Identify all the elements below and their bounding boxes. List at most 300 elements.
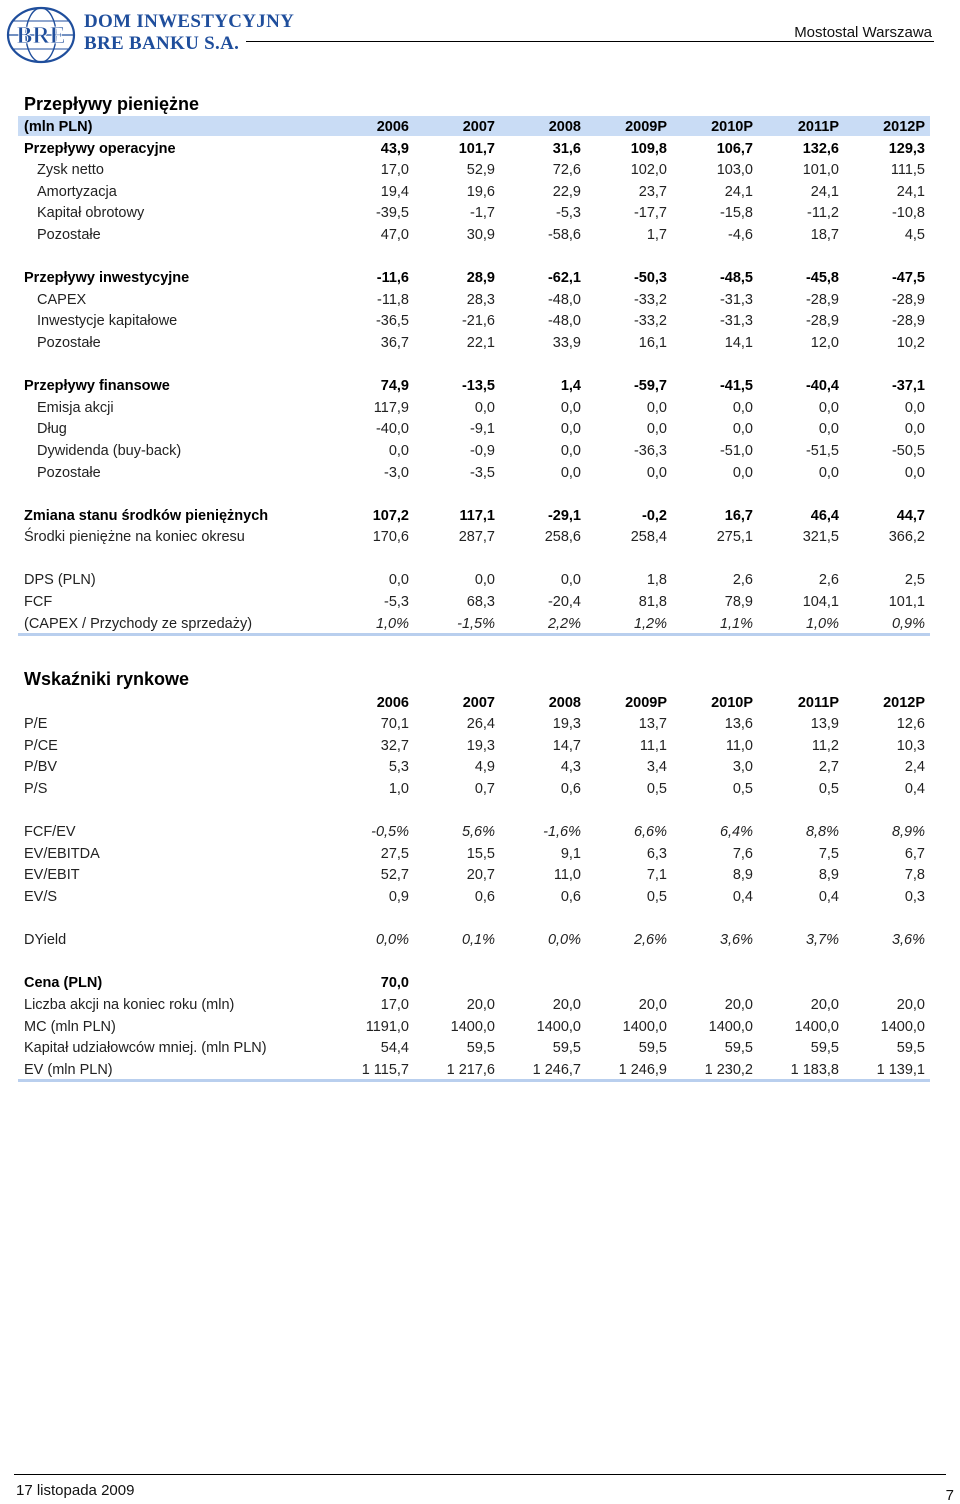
value-cell: -31,3: [719, 291, 753, 308]
row-label: DPS (PLN): [24, 572, 96, 589]
value-cell: 1,4: [560, 378, 581, 395]
table-row: [18, 992, 930, 1014]
value-cell: 3,7%: [805, 932, 839, 949]
value-cell: 59,5: [552, 1040, 581, 1057]
spacer-row: [18, 352, 930, 374]
value-cell: 1 246,9: [586, 1057, 672, 1080]
row-label: Emisja akcji: [37, 399, 114, 416]
value-cell: 59,5: [466, 1040, 495, 1057]
table-row: [18, 589, 930, 611]
value-cell: 0,9: [388, 888, 409, 905]
value-cell: 7,5: [818, 845, 839, 862]
value-cell: 0,0: [732, 421, 753, 438]
table-row: [18, 928, 930, 950]
brand-name: [84, 12, 294, 54]
value-cell: 47,0: [380, 226, 409, 243]
value-cell: 258,4: [630, 529, 667, 546]
market-title: Wskaźniki rynkowe: [24, 669, 190, 689]
value-cell: 0,0: [646, 421, 667, 438]
table-row: [18, 1014, 930, 1036]
value-cell: 11,2: [811, 737, 839, 754]
table-row: [18, 841, 930, 863]
value-cell: 7,8: [904, 867, 925, 884]
row-label: P/BV: [24, 759, 58, 776]
value-cell: 6,7: [904, 845, 925, 862]
row-label: EV/EBITDA: [24, 845, 100, 862]
value-cell: 1 139,1: [844, 1057, 930, 1080]
table-row: [18, 884, 930, 906]
row-label: Inwestycje kapitałowe: [37, 313, 178, 330]
value-cell: 0,0: [560, 442, 581, 459]
value-cell: 1,8: [646, 572, 667, 589]
value-cell: 0,0: [474, 399, 495, 416]
value-cell: 19,3: [466, 737, 495, 754]
table-row: [18, 222, 930, 244]
year-header: 2011P: [758, 116, 844, 136]
spacer-row: [18, 244, 930, 266]
value-cell: 12,0: [810, 334, 839, 351]
value-cell: 4,5: [904, 226, 925, 243]
value-cell: -45,8: [805, 270, 839, 287]
value-cell: 16,1: [638, 334, 667, 351]
value-cell: 20,0: [724, 996, 753, 1013]
value-cell: -11,6: [376, 270, 409, 287]
spacer-row: [18, 546, 930, 568]
year-header: 2012P: [844, 116, 930, 136]
value-cell: 132,6: [802, 140, 839, 157]
value-cell: 0,0%: [375, 932, 409, 949]
value-cell: [586, 971, 672, 993]
table-row: [18, 201, 930, 223]
row-label: Kapitał udziałowców mniej. (mln PLN): [24, 1040, 267, 1057]
value-cell: 8,8%: [805, 824, 839, 841]
value-cell: 102,0: [630, 162, 667, 179]
value-cell: -0,5%: [371, 824, 409, 841]
value-cell: 52,9: [466, 162, 495, 179]
value-cell: -5,3: [556, 205, 581, 222]
table-row: [18, 503, 930, 525]
value-cell: 20,7: [466, 867, 495, 884]
value-cell: 0,3: [904, 888, 925, 905]
value-cell: 17,0: [380, 996, 409, 1013]
value-cell: -37,1: [891, 378, 925, 395]
value-cell: -1,6%: [543, 824, 581, 841]
value-cell: 13,7: [638, 716, 667, 733]
value-cell: 19,6: [466, 183, 495, 200]
value-cell: 20,0: [552, 996, 581, 1013]
value-cell: 3,4: [646, 759, 667, 776]
value-cell: 275,1: [716, 529, 753, 546]
brand-line-2: BRE BANKU S.A.: [84, 32, 240, 54]
value-cell: 10,2: [896, 334, 925, 351]
value-cell: -28,9: [891, 313, 925, 330]
value-cell: 68,3: [466, 594, 495, 611]
row-label: FCF/EV: [24, 824, 76, 841]
table-row: [18, 568, 930, 590]
table-row: [18, 755, 930, 777]
bre-logo: [6, 6, 76, 64]
row-label: Przepływy operacyjne: [24, 140, 176, 157]
table-row: [18, 1036, 930, 1058]
value-cell: 2,2%: [500, 611, 586, 634]
row-label: Pozostałe: [37, 464, 101, 481]
value-cell: 0,0: [818, 464, 839, 481]
logo-text: BRE: [16, 23, 66, 49]
value-cell: 28,3: [466, 291, 495, 308]
value-cell: 2,6: [818, 572, 839, 589]
row-label: Pozostałe: [37, 226, 101, 243]
table-row: [18, 863, 930, 885]
value-cell: 12,6: [896, 716, 925, 733]
value-cell: -62,1: [547, 270, 581, 287]
spacer-row: [18, 906, 930, 928]
row-label: Dług: [37, 421, 67, 438]
table-row: [18, 395, 930, 417]
value-cell: -11,8: [377, 291, 409, 308]
value-cell: 2,6%: [633, 932, 667, 949]
value-cell: -48,0: [547, 313, 581, 330]
cashflow-header-row: [18, 116, 930, 136]
value-cell: 101,1: [888, 594, 925, 611]
year-header: 2007: [462, 694, 495, 711]
cashflow-title: Przepływy pieniężne: [24, 94, 200, 114]
value-cell: 0,0: [732, 464, 753, 481]
table-row: [18, 158, 930, 180]
value-cell: -31,3: [719, 313, 753, 330]
value-cell: 321,5: [802, 529, 839, 546]
value-cell: 0,0: [388, 572, 409, 589]
value-cell: -40,4: [805, 378, 839, 395]
value-cell: 20,0: [810, 996, 839, 1013]
value-cell: 1400,0: [622, 1018, 667, 1035]
row-label: Liczba akcji na koniec roku (mln): [24, 996, 235, 1013]
row-label: Cena (PLN): [24, 975, 103, 992]
value-cell: 8,9: [818, 867, 839, 884]
value-cell: -40,0: [375, 421, 409, 438]
value-cell: 104,1: [802, 594, 839, 611]
value-cell: -10,8: [891, 205, 925, 222]
value-cell: 0,1%: [461, 932, 495, 949]
value-cell: 31,6: [552, 140, 581, 157]
table-row: [18, 1057, 930, 1080]
value-cell: 2,4: [904, 759, 925, 776]
table-row: [18, 971, 930, 993]
value-cell: 4,3: [560, 759, 581, 776]
value-cell: 24,1: [810, 183, 839, 200]
value-cell: 70,0: [380, 975, 409, 992]
value-cell: 11,0: [553, 867, 581, 884]
header-divider: [246, 41, 934, 42]
table-row: [18, 712, 930, 734]
value-cell: 0,6: [474, 888, 495, 905]
value-cell: 5,6%: [461, 824, 495, 841]
value-cell: 13,6: [724, 716, 753, 733]
value-cell: 2,5: [904, 572, 925, 589]
value-cell: 6,6%: [633, 824, 667, 841]
value-cell: 10,3: [896, 737, 925, 754]
value-cell: 59,5: [810, 1040, 839, 1057]
spacer-row: [18, 798, 930, 820]
table-row: [18, 438, 930, 460]
table-row: [18, 136, 930, 158]
year-header: 2009P: [625, 694, 667, 711]
value-cell: 24,1: [896, 183, 925, 200]
spacer-row: [18, 482, 930, 504]
value-cell: 3,6%: [891, 932, 925, 949]
table-row: [18, 266, 930, 288]
value-cell: 6,3: [646, 845, 667, 862]
value-cell: 59,5: [896, 1040, 925, 1057]
value-cell: -36,3: [633, 442, 667, 459]
value-cell: 59,5: [724, 1040, 753, 1057]
value-cell: 1,2%: [586, 611, 672, 634]
value-cell: 8,9%: [891, 824, 925, 841]
row-label: (CAPEX / Przychody ze sprzedaży): [18, 611, 328, 634]
value-cell: -50,3: [633, 270, 667, 287]
table-row: [18, 179, 930, 201]
value-cell: 16,7: [724, 507, 753, 524]
value-cell: 0,0: [818, 399, 839, 416]
value-cell: 33,9: [552, 334, 581, 351]
value-cell: 1 246,7: [500, 1057, 586, 1080]
spacer-cell: [18, 798, 930, 820]
row-label: P/CE: [24, 737, 58, 754]
value-cell: 0,0: [474, 572, 495, 589]
value-cell: 0,5: [646, 888, 667, 905]
value-cell: -47,5: [891, 270, 925, 287]
value-cell: 13,9: [810, 716, 839, 733]
table-row: [18, 287, 930, 309]
value-cell: -36,5: [375, 313, 409, 330]
value-cell: 30,9: [466, 226, 495, 243]
spacer-row: [18, 949, 930, 971]
value-cell: 1,0%: [328, 611, 414, 634]
value-cell: -33,2: [633, 291, 667, 308]
row-label: EV (mln PLN): [18, 1057, 328, 1080]
value-cell: 2,7: [818, 759, 839, 776]
value-cell: 258,6: [544, 529, 581, 546]
value-cell: 8,9: [732, 867, 753, 884]
row-label: Środki pieniężne na koniec okresu: [24, 529, 245, 546]
value-cell: [672, 971, 758, 993]
value-cell: 103,0: [716, 162, 753, 179]
value-cell: 1 230,2: [672, 1057, 758, 1080]
value-cell: 36,7: [380, 334, 409, 351]
value-cell: 1 115,7: [328, 1057, 414, 1080]
value-cell: 0,0: [646, 464, 667, 481]
value-cell: -20,4: [547, 594, 581, 611]
row-label: P/E: [24, 716, 48, 733]
value-cell: 0,4: [732, 888, 753, 905]
table-row: [18, 309, 930, 331]
value-cell: [758, 971, 844, 993]
value-cell: -41,5: [719, 378, 753, 395]
row-label: Dywidenda (buy-back): [37, 442, 182, 459]
value-cell: 18,7: [810, 226, 839, 243]
value-cell: 26,4: [466, 716, 495, 733]
value-cell: 20,0: [638, 996, 667, 1013]
value-cell: 7,1: [646, 867, 667, 884]
table-row: [18, 525, 930, 547]
value-cell: -1,5%: [414, 611, 500, 634]
value-cell: 0,0: [560, 421, 581, 438]
value-cell: 117,1: [459, 507, 495, 524]
market-table: [18, 690, 930, 1082]
value-cell: 1400,0: [794, 1018, 839, 1035]
row-label: Amortyzacja: [37, 183, 117, 200]
value-cell: 81,8: [638, 594, 667, 611]
brand-line-1: DOM INWESTYCYJNY: [84, 11, 295, 32]
market-header-row: [18, 690, 930, 712]
spacer-cell: [18, 949, 930, 971]
value-cell: 0,0: [560, 399, 581, 416]
value-cell: -11,2: [807, 205, 839, 222]
value-cell: -28,9: [805, 291, 839, 308]
value-cell: 0,0: [732, 399, 753, 416]
value-cell: 0,0: [646, 399, 667, 416]
value-cell: 0,6: [560, 780, 581, 797]
spacer-cell: [18, 352, 930, 374]
value-cell: 24,1: [724, 183, 753, 200]
value-cell: 1,1%: [672, 611, 758, 634]
value-cell: 3,6%: [719, 932, 753, 949]
footer-divider: [14, 1474, 946, 1475]
table-row: [18, 820, 930, 842]
row-label: EV/S: [24, 888, 58, 905]
value-cell: -48,5: [719, 270, 753, 287]
value-cell: -3,5: [470, 464, 495, 481]
row-label: MC (mln PLN): [24, 1018, 116, 1035]
value-cell: 287,7: [458, 529, 495, 546]
footer-date: 17 listopada 2009: [16, 1482, 135, 1499]
value-cell: -28,9: [805, 313, 839, 330]
value-cell: -0,9: [470, 442, 495, 459]
value-cell: 23,7: [638, 183, 667, 200]
value-cell: 0,9%: [844, 611, 930, 634]
value-cell: 111,5: [890, 162, 925, 179]
value-cell: 32,7: [380, 737, 409, 754]
value-cell: 0,5: [818, 780, 839, 797]
value-cell: 4,9: [474, 759, 495, 776]
value-cell: 72,6: [552, 162, 581, 179]
value-cell: 366,2: [888, 529, 925, 546]
value-cell: 0,0: [560, 572, 581, 589]
value-cell: 117,9: [373, 399, 409, 416]
value-cell: 43,9: [380, 140, 409, 157]
value-cell: 5,3: [388, 759, 409, 776]
value-cell: 0,0%: [547, 932, 581, 949]
value-cell: 1400,0: [708, 1018, 753, 1035]
value-cell: 0,0: [560, 464, 581, 481]
value-cell: -15,8: [719, 205, 753, 222]
value-cell: -17,7: [633, 205, 667, 222]
company-name: Mostostal Warszawa: [794, 24, 932, 41]
spacer-cell: [18, 906, 930, 928]
row-label: FCF: [24, 594, 53, 611]
value-cell: 1191,0: [365, 1018, 409, 1035]
row-label: EV/EBIT: [24, 867, 80, 884]
row-label: P/S: [24, 780, 48, 797]
year-header: 2010P: [672, 116, 758, 136]
row-label: Przepływy finansowe: [24, 378, 170, 395]
value-cell: 74,9: [380, 378, 409, 395]
row-label: Przepływy inwestycyjne: [24, 270, 190, 287]
row-label: Kapitał obrotowy: [37, 205, 145, 222]
table-row: [18, 460, 930, 482]
year-header: 2010P: [711, 694, 753, 711]
year-header: 2007: [414, 116, 500, 136]
unit-label: (mln PLN): [18, 116, 328, 136]
row-label: Pozostałe: [37, 334, 101, 351]
value-cell: 1400,0: [536, 1018, 581, 1035]
value-cell: 170,6: [372, 529, 409, 546]
year-header: 2009P: [586, 116, 672, 136]
value-cell: 11,0: [725, 737, 753, 754]
row-label: DYield: [24, 932, 67, 949]
value-cell: 0,0: [818, 421, 839, 438]
value-cell: 1400,0: [450, 1018, 495, 1035]
table-row: [18, 611, 930, 634]
value-cell: 59,5: [638, 1040, 667, 1057]
table-row: [18, 776, 930, 798]
cashflow-table: [18, 116, 930, 636]
value-cell: -58,6: [547, 226, 581, 243]
value-cell: 14,1: [724, 334, 753, 351]
value-cell: -13,5: [461, 378, 495, 395]
value-cell: 0,4: [818, 888, 839, 905]
value-cell: 107,2: [372, 507, 409, 524]
year-header: 2006: [376, 694, 409, 711]
spacer-cell: [18, 546, 930, 568]
year-header: 2012P: [883, 694, 925, 711]
value-cell: 28,9: [466, 270, 495, 287]
value-cell: -0,2: [642, 507, 667, 524]
value-cell: -51,0: [719, 442, 753, 459]
value-cell: 0,0: [388, 442, 409, 459]
value-cell: 17,0: [380, 162, 409, 179]
value-cell: 54,4: [380, 1040, 409, 1057]
value-cell: 9,1: [560, 845, 581, 862]
row-label: CAPEX: [37, 291, 87, 308]
table-row: [18, 374, 930, 396]
value-cell: -9,1: [470, 421, 495, 438]
value-cell: -59,7: [633, 378, 667, 395]
value-cell: -33,2: [633, 313, 667, 330]
value-cell: 22,1: [466, 334, 495, 351]
table-row: [18, 330, 930, 352]
value-cell: 0,5: [732, 780, 753, 797]
value-cell: 0,0: [904, 399, 925, 416]
value-cell: -48,0: [547, 291, 581, 308]
value-cell: [844, 971, 930, 993]
value-cell: 1 217,6: [414, 1057, 500, 1080]
value-cell: 0,6: [560, 888, 581, 905]
value-cell: -5,3: [384, 594, 409, 611]
table-row: [18, 733, 930, 755]
value-cell: 0,7: [474, 780, 495, 797]
row-label: Zmiana stanu środków pieniężnych: [24, 507, 269, 524]
page-number: 7: [945, 1487, 954, 1504]
value-cell: 27,5: [380, 845, 409, 862]
year-header: 2011P: [797, 694, 839, 711]
value-cell: 0,5: [646, 780, 667, 797]
value-cell: 19,4: [380, 183, 409, 200]
value-cell: -3,0: [384, 464, 409, 481]
value-cell: 0,0: [904, 421, 925, 438]
value-cell: -29,1: [547, 507, 581, 524]
value-cell: -39,5: [375, 205, 409, 222]
value-cell: 129,3: [888, 140, 925, 157]
